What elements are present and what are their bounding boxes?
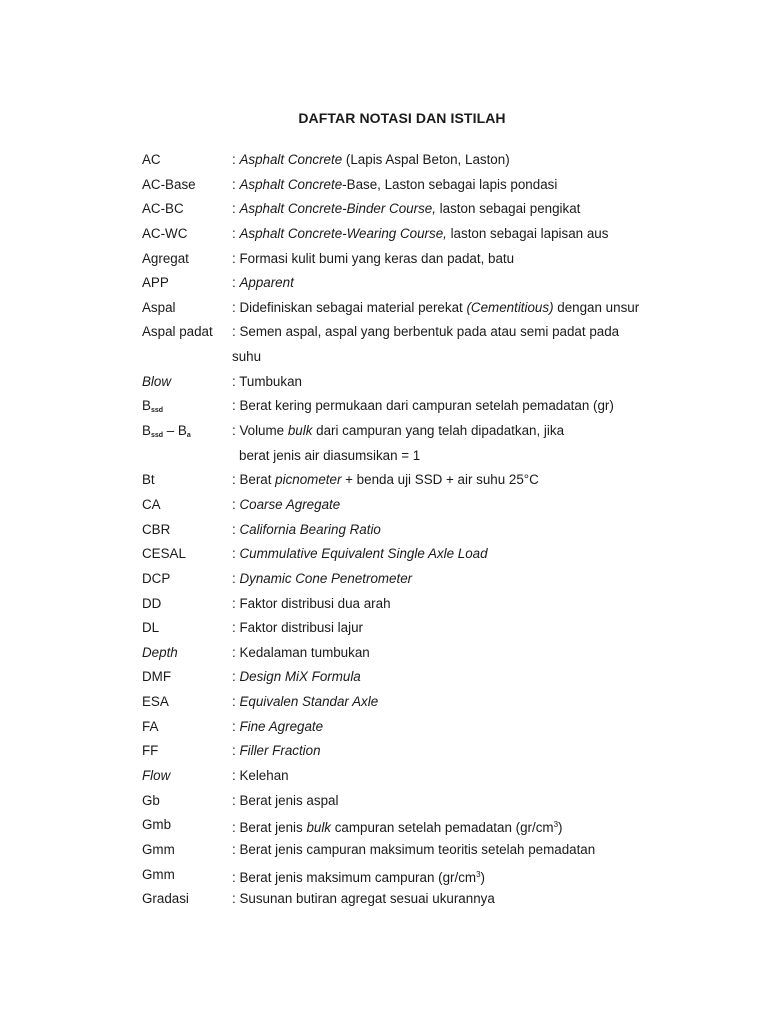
- notation-term: Bt: [142, 472, 155, 488]
- notation-entry: [142, 495, 702, 520]
- notation-definition: : Fine Agregate: [232, 718, 324, 734]
- notation-term: Gradasi: [142, 891, 189, 907]
- notation-term: AC-Base: [142, 176, 196, 192]
- notation-definition: : Asphalt Concrete-Binder Course, laston sebagai pengikat: [232, 201, 581, 217]
- notation-entry: [142, 791, 702, 816]
- notation-definition: : Semen aspal, aspal yang berbentuk pada atau semi padat pada suhu: [232, 322, 652, 367]
- notation-definition: : Apparent: [232, 275, 294, 291]
- notation-entry: [142, 520, 702, 545]
- notation-definition: : Didefiniskan sebagai material perekat (Cementitious) dengan unsur: [232, 299, 640, 315]
- notation-term: AC-BC: [142, 201, 184, 217]
- notation-entry: [142, 741, 702, 766]
- notation-definition: : Volume bulk dari campuran yang telah dipadatkan, jika berat jenis air diasumsikan = 1: [232, 421, 652, 466]
- notation-definition: : Asphalt Concrete-Base, Laston sebagai lapis pondasi: [232, 176, 558, 192]
- notation-term: Depth: [142, 644, 178, 660]
- notation-term: DMF: [142, 669, 172, 685]
- page-title: DAFTAR NOTASI DAN ISTILAH: [298, 110, 506, 126]
- notation-term: CBR: [142, 521, 171, 537]
- notation-definition: : Faktor distribusi lajur: [232, 620, 363, 636]
- notation-term: APP: [142, 275, 169, 291]
- notation-definition: : Tumbukan: [232, 373, 302, 389]
- notation-definition: : Susunan butiran agregat sesuai ukurannya: [232, 891, 495, 907]
- notation-definition-continuation: berat jenis air diasumsikan = 1: [239, 447, 421, 463]
- notation-term: DD: [142, 595, 162, 611]
- notation-term: ESA: [142, 694, 169, 710]
- notation-entry: [142, 643, 702, 668]
- notation-definition: : Coarse Agregate: [232, 497, 341, 512]
- notation-entry: [142, 224, 702, 249]
- notation-term: AC-WC: [142, 225, 188, 241]
- notation-term: Flow: [142, 768, 171, 784]
- notation-entry: [142, 569, 702, 594]
- notation-term: CA: [142, 497, 161, 512]
- notation-entry: [142, 840, 702, 865]
- notation-entry: [142, 594, 702, 619]
- notation-entry: [142, 544, 702, 569]
- notation-term: Gb: [142, 792, 160, 808]
- notation-term: AC: [142, 152, 161, 167]
- notation-term: FA: [142, 718, 159, 734]
- notation-entry: [142, 322, 702, 371]
- notation-entry: [142, 470, 702, 495]
- notation-definition: : Asphalt Concrete (Lapis Aspal Beton, Laston): [232, 152, 510, 167]
- notation-definition: : Faktor distribusi dua arah: [232, 595, 391, 611]
- notation-term: DCP: [142, 570, 171, 586]
- notation-definition: : Filler Fraction: [232, 743, 321, 759]
- notation-entry: [142, 175, 702, 200]
- notation-entry: [142, 815, 702, 840]
- notation-term: DL: [142, 620, 160, 636]
- notation-entry: [142, 766, 702, 791]
- notation-definition: : Berat jenis aspal: [232, 792, 339, 808]
- notation-definition: : Berat jenis bulk campuran setelah pemadatan $(gr/cm^3)$: [232, 820, 563, 836]
- notation-definition-continuation: suhu: [232, 349, 262, 365]
- notation-term: Blow: [142, 373, 172, 389]
- notation-definition: : Berat jenis campuran maksimum teoritis setelah pemadatan: [232, 841, 596, 857]
- notation-term: Gmm: [142, 841, 175, 857]
- notation-entry: [142, 889, 702, 914]
- notation-entry: [142, 667, 702, 692]
- notation-term: Aspal padat: [142, 324, 213, 340]
- notation-entry: [142, 298, 702, 323]
- notation-definition: : Berat picnometer + benda uji SSD + air suhu 25°C: [232, 472, 539, 488]
- notation-definition: : California Bearing Ratio: [232, 521, 381, 537]
- notation-term: FF: [142, 743, 159, 759]
- notation-term: $B_{ssd}$: [142, 398, 163, 415]
- notation-entry: [142, 865, 702, 890]
- notation-entry: [142, 372, 702, 397]
- notation-definition: : Kelehan: [232, 768, 289, 784]
- notation-term: Gmm: [142, 866, 175, 882]
- notation-definition: : Berat jenis maksimum campuran $(gr/cm^3)$: [232, 869, 485, 885]
- notation-list: [142, 150, 702, 914]
- notation-term: Aspal: [142, 299, 176, 315]
- notation-definition: : Design MiX Formula: [232, 669, 361, 685]
- notation-entry: [142, 249, 702, 274]
- notation-entry: [142, 692, 702, 717]
- notation-definition: : Asphalt Concrete-Wearing Course, laston sebagai lapisan aus: [232, 225, 609, 241]
- notation-definition: : Equivalen Standar Axle: [232, 694, 379, 710]
- notation-entry: [142, 396, 702, 421]
- notation-entry: [142, 717, 702, 742]
- notation-entry: [142, 273, 702, 298]
- notation-term: $B_{ssd} - B_a$: [142, 423, 191, 440]
- notation-term: Gmb: [142, 817, 172, 833]
- notation-definition: : Formasi kulit bumi yang keras dan padat, batu: [232, 250, 515, 266]
- notation-entry: [142, 150, 702, 175]
- notation-definition: : Dynamic Cone Penetrometer: [232, 570, 413, 586]
- notation-definition: : Cummulative Equivalent Single Axle Load: [232, 546, 488, 562]
- notation-entry: [142, 199, 702, 224]
- notation-definition: : Kedalaman tumbukan: [232, 644, 370, 660]
- notation-entry: [142, 618, 702, 643]
- notation-term: Agregat: [142, 250, 189, 266]
- notation-term: CESAL: [142, 546, 186, 562]
- notation-definition: : Berat kering permukaan dari campuran setelah pemadatan (gr): [232, 398, 614, 414]
- notation-entry: [142, 421, 702, 470]
